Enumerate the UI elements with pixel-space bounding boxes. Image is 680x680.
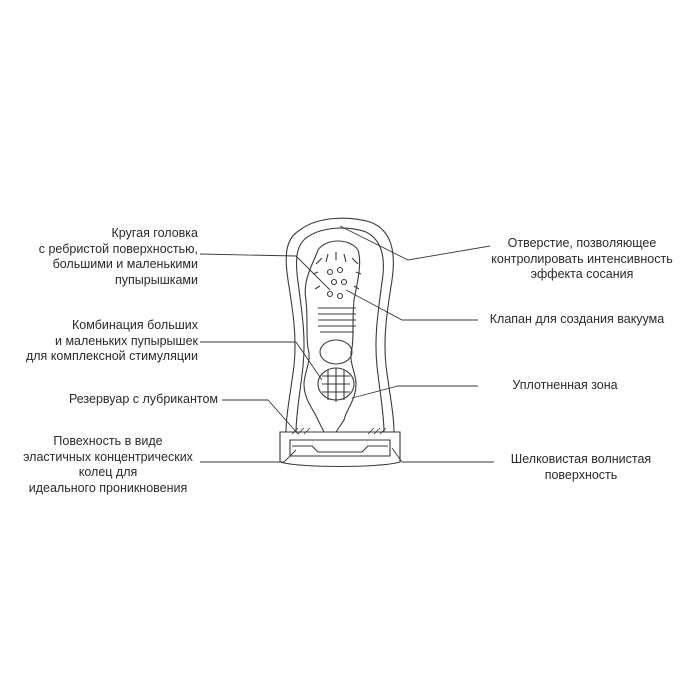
- callout-hole-line: Отверстие, позволяющее: [507, 236, 657, 250]
- callout-valve-line: Клапан для создания вакуума: [489, 312, 665, 326]
- leader-lines: [200, 226, 494, 462]
- nub-bulb-upper: [320, 340, 352, 364]
- callout-combo-line: для комплексной стимуляции: [25, 349, 198, 363]
- callout-reservoir: [12, 392, 218, 408]
- callout-hole-line: эффекта сосания: [530, 267, 634, 281]
- reservoir-hatch: [292, 428, 386, 434]
- callout-silky-line: Шелковистая волнистая: [510, 452, 652, 466]
- callout-rings-line: Повехность в виде: [53, 434, 163, 448]
- callout-rings: [10, 434, 206, 496]
- leader-seal: [352, 386, 478, 398]
- base-inner: [290, 440, 390, 456]
- callout-rings-line: идеального проникновения: [28, 480, 188, 495]
- callout-silky: [496, 452, 666, 483]
- leader-silky: [392, 448, 494, 462]
- callout-reservoir-line: Резервуар с лубрикантом: [68, 392, 218, 406]
- callout-head-line: Кругая головка: [111, 226, 198, 240]
- leader-rings: [200, 450, 296, 462]
- base-cap: [280, 432, 400, 467]
- callout-combo: [12, 318, 198, 365]
- callout-hole: [490, 236, 674, 283]
- callout-seal-line: Уплотненная зона: [512, 378, 618, 392]
- callout-combo-line: Комбинация больших: [72, 318, 198, 332]
- callout-rings-line: колец для: [78, 465, 138, 479]
- callout-head-line: пупырышками: [114, 272, 198, 287]
- callout-head-line: с ребристой поверхностью,: [38, 241, 198, 256]
- callout-silky-line: поверхность: [544, 467, 618, 482]
- callout-combo-line: и маленьких пупырышек: [55, 333, 198, 348]
- callout-head: [12, 226, 198, 288]
- leader-valve: [346, 290, 478, 320]
- callout-hole-line: контролировать интенсивность: [491, 251, 673, 266]
- callout-rings-line: эластичных концентрических: [23, 449, 193, 464]
- callout-valve: [480, 312, 674, 328]
- callout-head-line: большими и маленькими: [52, 257, 198, 271]
- leader-head: [200, 254, 330, 290]
- cup-inner-outline: [296, 228, 384, 432]
- ring-section: [318, 308, 356, 332]
- callout-seal: [480, 378, 650, 394]
